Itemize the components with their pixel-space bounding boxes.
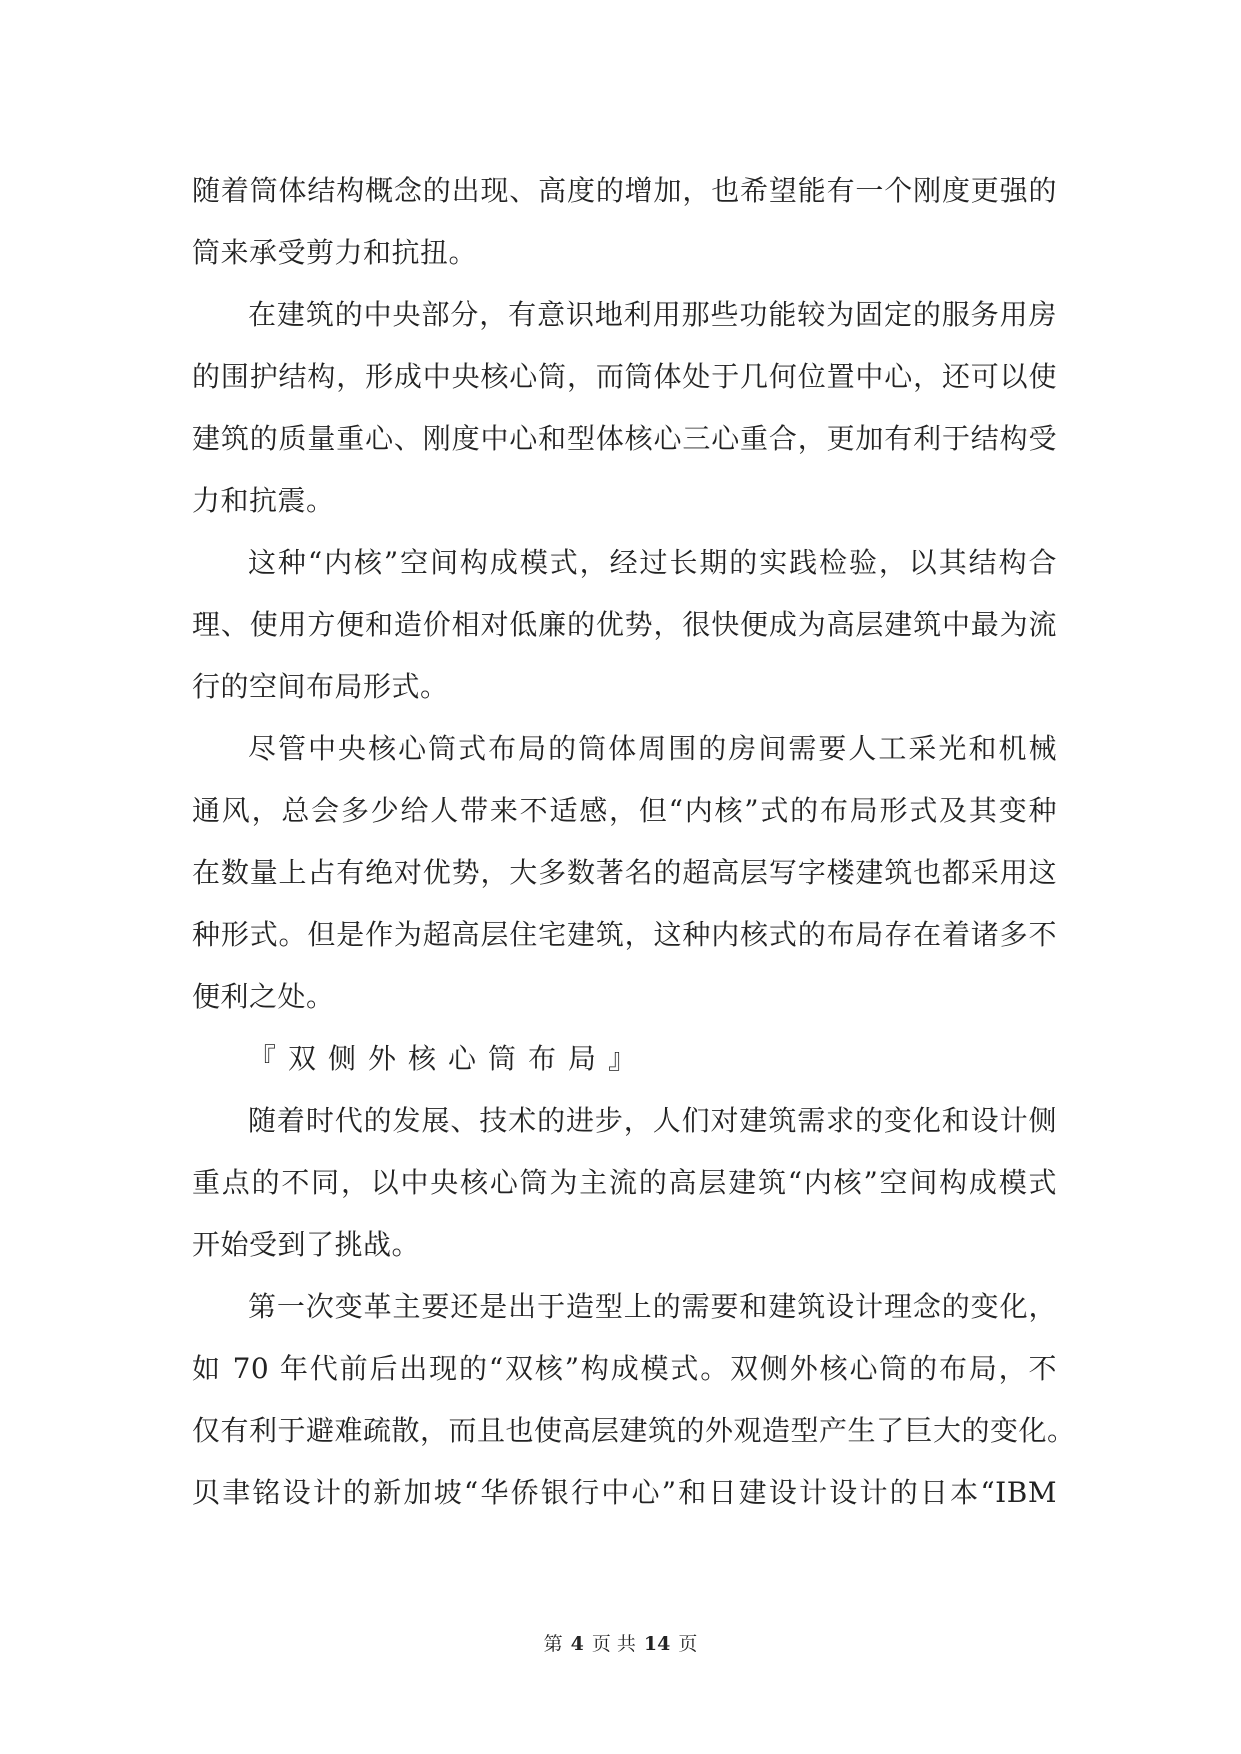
text-line: 在建筑的中央部分，有意识地利用那些功能较为固定的服务用房 — [248, 298, 1057, 331]
text-line: 行的空间布局形式。 — [192, 670, 449, 703]
text-line: 便利之处。 — [192, 980, 335, 1013]
text-line: 如 70 年代前后出现的“双核”构成模式。双侧外核心筒的布局，不 — [192, 1352, 1057, 1385]
page-footer — [0, 1632, 1241, 1656]
text-line: 开始受到了挑战。 — [192, 1228, 421, 1261]
section-heading: 『双侧外核心筒布局』 — [248, 1042, 649, 1075]
footer-middle: 页 共 — [591, 1633, 636, 1655]
text-line: 通风，总会多少给人带来不适感，但“内核”式的布局形式及其变种 — [192, 794, 1057, 827]
text-line: 的围护结构，形成中央核心筒，而筒体处于几何位置中心，还可以使 — [192, 360, 1057, 393]
footer-current-page: 4 — [570, 1633, 584, 1655]
text-line: 这种“内核”空间构成模式，经过长期的实践检验，以其结构合 — [248, 546, 1057, 579]
footer-total-pages: 14 — [643, 1633, 671, 1655]
text-line: 理、使用方便和造价相对低廉的优势，很快便成为高层建筑中最为流 — [192, 608, 1057, 641]
footer-prefix: 第 — [543, 1633, 563, 1655]
text-line: 种形式。但是作为超高层住宅建筑，这种内核式的布局存在着诸多不 — [192, 918, 1057, 951]
text-line: 随着筒体结构概念的出现、高度的增加，也希望能有一个刚度更强的 — [192, 174, 1057, 207]
text-line: 贝聿铭设计的新加坡“华侨银行中心”和日建设计设计的日本“IBM — [192, 1476, 1057, 1509]
text-line: 重点的不同，以中央核心筒为主流的高层建筑“内核”空间构成模式 — [192, 1166, 1057, 1199]
text-line: 尽管中央核心筒式布局的筒体周围的房间需要人工采光和机械 — [248, 732, 1057, 765]
text-line: 建筑的质量重心、刚度中心和型体核心三心重合，更加有利于结构受 — [192, 422, 1057, 455]
text-line: 在数量上占有绝对优势，大多数著名的超高层写字楼建筑也都采用这 — [192, 856, 1057, 889]
text-line: 筒来承受剪力和抗扭。 — [192, 236, 478, 269]
text-line: 力和抗震。 — [192, 484, 335, 517]
text-line: 第一次变革主要还是出于造型上的需要和建筑设计理念的变化， — [248, 1290, 1057, 1323]
document-body — [192, 160, 1076, 1524]
footer-suffix: 页 — [678, 1633, 698, 1655]
text-line: 仅有利于避难疏散，而且也使高层建筑的外观造型产生了巨大的变化。 — [192, 1414, 1076, 1447]
text-line: 随着时代的发展、技术的进步，人们对建筑需求的变化和设计侧 — [248, 1104, 1057, 1137]
